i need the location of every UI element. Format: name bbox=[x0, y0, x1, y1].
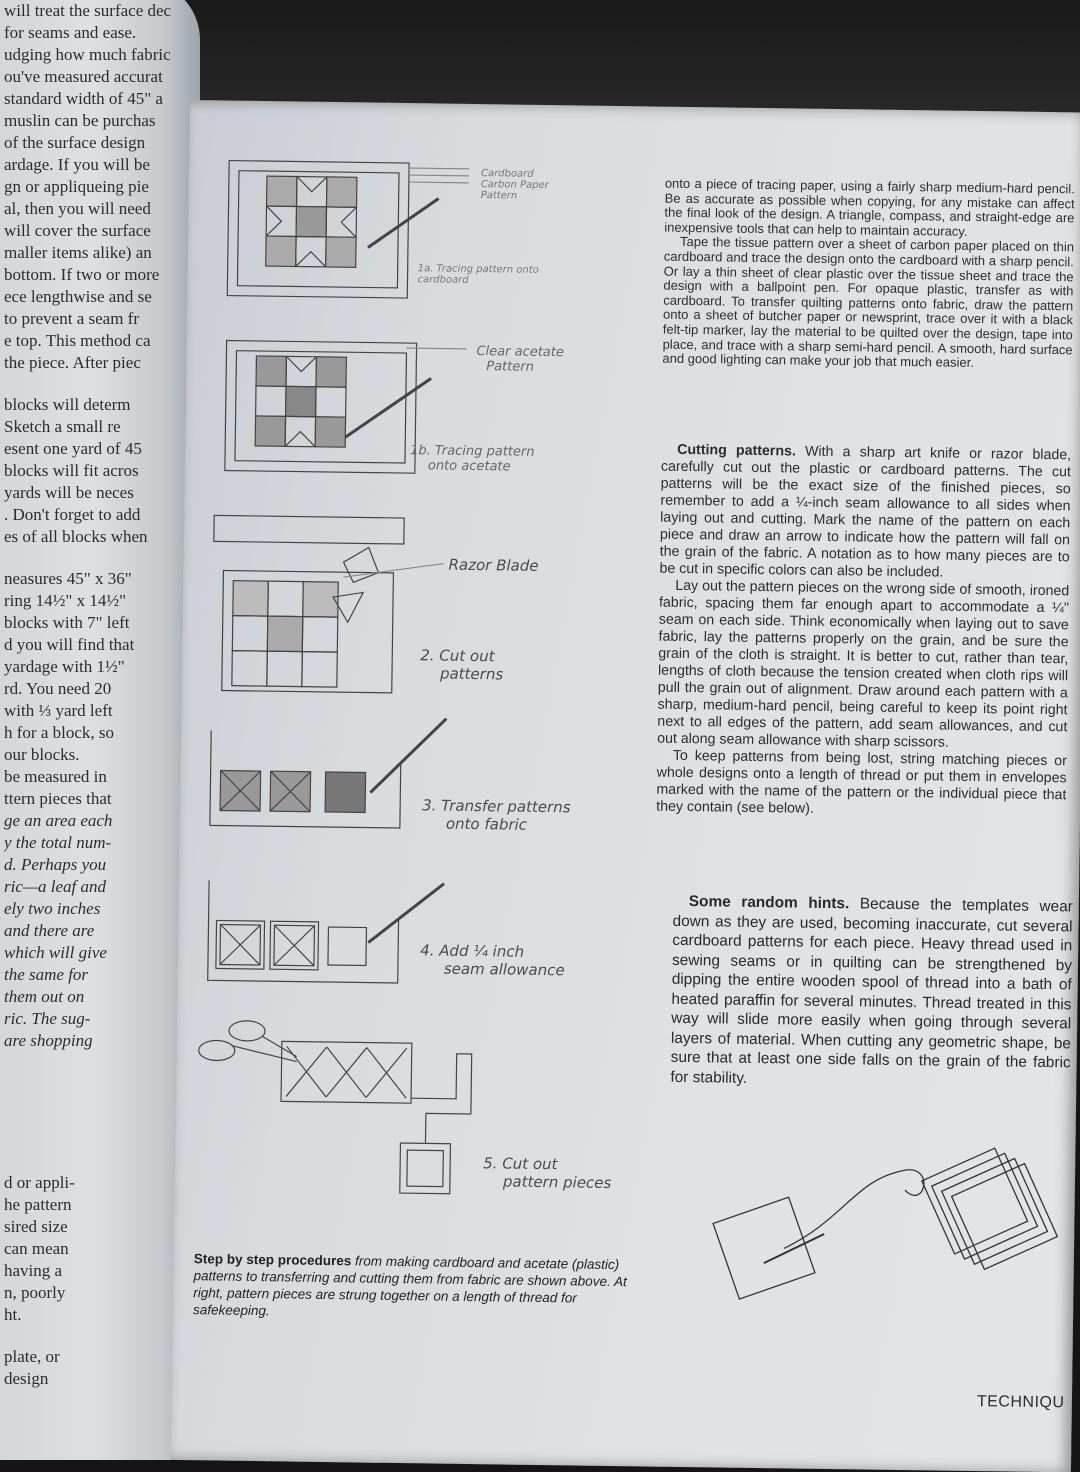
left-page-line: the piece. After piec bbox=[4, 353, 141, 372]
heading-cutting: Cutting patterns. bbox=[677, 441, 796, 460]
left-page-line: will cover the surface bbox=[4, 221, 151, 240]
left-page-line: udging how much fabric bbox=[4, 45, 171, 64]
left-page-line: ece lengthwise and se bbox=[4, 287, 152, 306]
left-page-line: ric—a leaf and bbox=[4, 877, 106, 896]
left-page-line: esent one yard of 45 bbox=[4, 439, 142, 458]
figure-caption bbox=[193, 1250, 654, 1324]
seam-allowance-squares bbox=[216, 920, 367, 970]
heading-hints: Some random hints. bbox=[688, 893, 850, 913]
left-page-line: our blocks. bbox=[4, 745, 80, 764]
step2-caption-line-2: patterns bbox=[439, 664, 504, 684]
left-page-line: d. Perhaps you bbox=[4, 855, 107, 874]
step5-caption-line-1: 5. Cut out bbox=[483, 1154, 558, 1174]
step1b-caption-line-1: 1b. Tracing pattern bbox=[410, 443, 535, 460]
paragraph-gap bbox=[4, 548, 200, 568]
thread-pieces-drawing bbox=[703, 1137, 1065, 1322]
left-page-line: blocks will fit acros bbox=[4, 461, 139, 480]
left-page-line: y the total num- bbox=[4, 833, 112, 852]
right-column-middle bbox=[656, 442, 1071, 822]
left-page-line: e top. This method ca bbox=[4, 331, 151, 350]
step4-caption-line-1: 4. Add ¼ inch bbox=[420, 941, 525, 961]
step1b-label-acetate: Clear acetate bbox=[476, 344, 565, 361]
left-page-line: with ⅓ yard left bbox=[4, 701, 113, 720]
step3-caption-line-1: 3. Transfer patterns bbox=[422, 796, 571, 817]
left-page-line: muslin can be purchas bbox=[4, 111, 156, 130]
para-layout: Lay out the pattern pieces on the wrong side of smooth, ironed fabric, spacing them far enough apart to accommodate a ¼" seam on each side. Think economically when laying out to save fabric, lay the patterns properly on the grain, and be sure the grain of the cloth is straight. It is better to cut, rather than tear, lengths of cloth because the tension created when cloth rips will pull the grain out of alignment. Draw around each pattern with a sharp, medium-hard pencil, being careful to keep its point right next to all edges of the pattern, add seam allowances, and cut out along seam allowance with sharp scissors. bbox=[657, 577, 1070, 751]
step2-caption bbox=[420, 646, 504, 683]
star-block-1a bbox=[266, 176, 357, 267]
paragraph-gap bbox=[4, 374, 200, 394]
step5-caption-line-2: pattern pieces bbox=[502, 1172, 612, 1192]
left-page-line: them out on bbox=[4, 987, 85, 1006]
step2-caption-line-1: 2. Cut out bbox=[420, 646, 495, 666]
star-block-1b bbox=[255, 356, 346, 447]
step1a-label-pattern: Pattern bbox=[480, 190, 518, 202]
right-column-hints bbox=[670, 892, 1073, 1093]
para-hints: Because the templates wear down as they are used, becoming inaccurate, cut several cardboard patterns for each piece. Heavy thread used in sewing seams or in quilting can be strengthened by dipping the entire wooden spool of thread into a bath of heated paraffin for several minutes. Thread treated in this way will slide more easily when going through several layers of material. When cutting any geometric shape, be sure that at least one side falls on the grain of the fabric for stability. bbox=[670, 895, 1073, 1087]
left-page-line: ge an area each bbox=[4, 811, 113, 830]
left-page bbox=[0, 0, 200, 1460]
left-page-line: d or appli- bbox=[4, 1173, 75, 1192]
left-page-line: rd. You need 20 bbox=[4, 679, 112, 698]
left-page-line: blocks will determ bbox=[4, 395, 131, 414]
pattern-steps-drawing bbox=[184, 150, 659, 1256]
step3-caption bbox=[422, 796, 571, 834]
left-page-line: design bbox=[4, 1369, 49, 1388]
left-page-line: h for a block, so bbox=[4, 723, 115, 742]
paragraph-gap bbox=[4, 1052, 200, 1172]
step1b-caption-line-2: onto acetate bbox=[427, 458, 511, 475]
caption-text: from making cardboard and acetate (plastic) patterns to transferring and cutting them from fabric are shown above. At right, pattern pieces are strung together on a length of thread for safekeeping. bbox=[193, 1253, 627, 1319]
step3-caption-line-2: onto fabric bbox=[445, 814, 528, 834]
step1a-caption-line-2: cardboard bbox=[417, 274, 469, 286]
step5-caption bbox=[483, 1154, 612, 1192]
left-page-line: gn or appliqueing pie bbox=[4, 177, 149, 196]
step1a-caption bbox=[417, 263, 538, 287]
left-page-text bbox=[4, 0, 200, 1390]
left-page-line: maller items alike) an bbox=[4, 243, 152, 262]
step4-caption-line-2: seam allowance bbox=[443, 959, 565, 980]
left-page-line: neasures 45" x 36" bbox=[4, 569, 132, 588]
left-page-line: ttern pieces that bbox=[4, 789, 112, 808]
step1a-caption-line-1: 1a. Tracing pattern onto bbox=[417, 263, 539, 276]
left-page-line: of the surface design bbox=[4, 133, 146, 152]
left-page-line: be measured in bbox=[4, 767, 107, 786]
cut-out-pieces bbox=[281, 1041, 412, 1103]
left-page-line: are shopping bbox=[4, 1031, 93, 1050]
step1a-label-carbon: Carbon Paper bbox=[480, 179, 549, 192]
para-tracing: onto a piece of tracing paper, using a fairly sharp medium-hard pencil. Be as accurate as possible when copying, for any mistake can affect the final look of the design. A triangle, compass, and straight-edge are inexpensive tools that can help to maintain accuracy. bbox=[664, 175, 1075, 239]
left-page-line: to prevent a seam fr bbox=[4, 309, 139, 328]
left-page-line: plate, or bbox=[4, 1347, 60, 1366]
right-column-top bbox=[662, 177, 1075, 372]
para-cutting: With a sharp art knife or razor blade, carefully cut out the plastic or cardboard patterns. The cut patterns will be the exact size of the finished pieces, so remember to add a ¼-inch seam allowance to all sides when laying out and cutting. Mark the name of the pattern on each piece and draw an arrow to indicate how the pattern will fall on the grain of the fabric. A notation as to how many pieces are to be cut in specific colors can also be included. bbox=[659, 443, 1072, 581]
left-page-line: he pattern bbox=[4, 1195, 72, 1214]
left-page-line: ou've measured accurat bbox=[4, 67, 163, 86]
left-page-line: ely two inches bbox=[4, 899, 101, 918]
left-page-line: es of all blocks when bbox=[4, 527, 148, 546]
step4-caption bbox=[420, 941, 565, 979]
illustration bbox=[183, 150, 660, 1356]
left-page-line: sired size bbox=[4, 1217, 68, 1236]
right-page bbox=[171, 100, 1080, 1472]
left-page-line: Sketch a small re bbox=[4, 417, 121, 436]
para-carbon: Tape the tissue pattern over a sheet of carbon paper placed on thin cardboard and trace the design onto the cardboard with a sharp pencil. Or lay a thin sheet of clear plastic over the tissue sheet and trace the design with a ballpoint pen. For opaque plastic, transfer as with cardboard. To transfer quilting patterns onto fabric, draw the pattern onto a sheet of butcher paper or newsprint, trace over it with a black felt-tip marker, lay the material to be quilted over the design, tape into place, and trace with a sharp semi-hard pencil. A smooth, hard surface and good lighting can make your job that much easier. bbox=[662, 234, 1075, 371]
cut-pieces bbox=[232, 546, 379, 688]
left-page-line: ring 14½" x 14½" bbox=[4, 591, 127, 610]
transfer-squares bbox=[220, 770, 366, 812]
left-page-line: and there are bbox=[4, 921, 95, 940]
left-page-line: having a bbox=[4, 1261, 63, 1280]
step1b-caption bbox=[410, 443, 535, 475]
step2-label-razor: Razor Blade bbox=[448, 555, 539, 575]
left-page-line: for seams and ease. bbox=[4, 23, 137, 42]
caption-bold: Step by step procedures bbox=[193, 1251, 352, 1269]
left-page-line: bottom. If two or more bbox=[4, 265, 160, 284]
left-page-line: can mean bbox=[4, 1239, 69, 1258]
left-page-line: . Don't forget to add bbox=[4, 505, 141, 524]
paragraph-gap bbox=[4, 1326, 200, 1346]
left-page-line: blocks with 7" left bbox=[4, 613, 130, 632]
para-keep: To keep patterns from being lost, string matching pieces or whole designs onto a length of thread or put them in envelopes marked with the name of the pattern or the individual piece that they contain (see below). bbox=[656, 747, 1067, 817]
left-page-line: which will give bbox=[4, 943, 107, 962]
left-page-line: ric. The sug- bbox=[4, 1009, 91, 1028]
left-page-line: n, poorly bbox=[4, 1283, 66, 1302]
left-page-line: al, then you will need bbox=[4, 199, 151, 218]
left-page-line: yardage with 1½" bbox=[4, 657, 125, 676]
left-page-line: ardage. If you will be bbox=[4, 155, 150, 174]
left-page-line: d you will find that bbox=[4, 635, 135, 654]
left-page-line: standard width of 45" a bbox=[4, 89, 163, 108]
left-page-line: ht. bbox=[4, 1305, 22, 1324]
step1b-label-pattern: Pattern bbox=[486, 359, 534, 375]
left-page-line: yards will be neces bbox=[4, 483, 134, 502]
step1a-label-cardboard: Cardboard bbox=[480, 168, 534, 180]
left-page-line: the same for bbox=[4, 965, 89, 984]
left-page-line: will treat the surface dec bbox=[4, 1, 172, 20]
running-footer: TECHNIQU bbox=[976, 1393, 1065, 1412]
